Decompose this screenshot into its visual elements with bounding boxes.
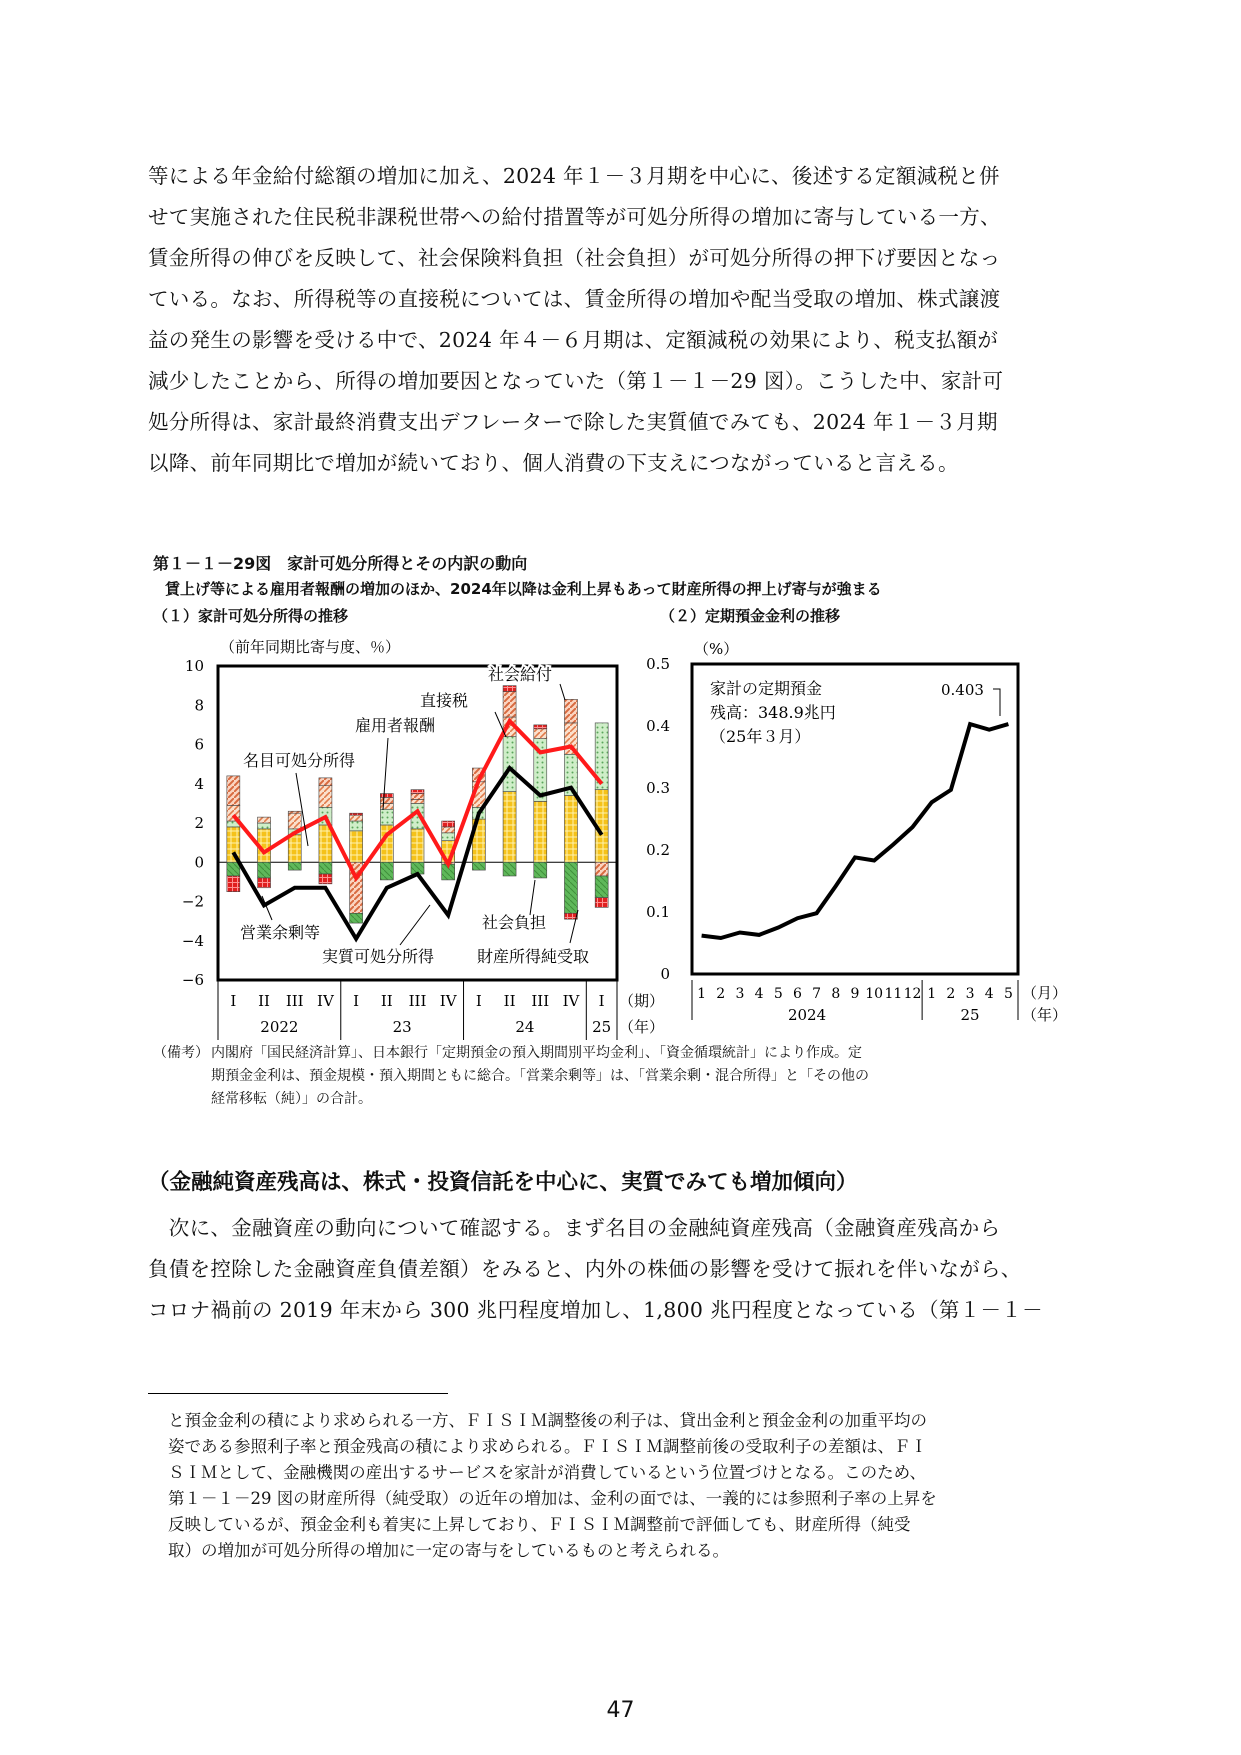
footnote-divider xyxy=(148,1393,448,1394)
figure-title: 第１－１－29図 家計可処分所得とその内訳の動向 xyxy=(153,554,528,573)
panel1-title: （１）家計可処分所得の推移 xyxy=(153,607,349,625)
y-tick-label: 6 xyxy=(194,735,204,754)
annotation-label: 名目可処分所得 xyxy=(243,751,356,770)
annotation-pointer xyxy=(560,684,565,700)
year-label: 2024 xyxy=(787,1006,827,1024)
annotation-pointer xyxy=(400,905,430,945)
bar-segment xyxy=(442,827,455,833)
bar-segment xyxy=(534,801,547,862)
bar-segment xyxy=(258,817,271,823)
x-tick-label: 9 xyxy=(850,986,860,1002)
x-tick-label: 12 xyxy=(903,986,922,1002)
y-tick-label: 10 xyxy=(184,657,204,675)
bar-segment xyxy=(380,862,393,880)
bar-segment xyxy=(288,811,301,813)
bar-segment xyxy=(534,725,547,729)
annotation-label: 社会給付 xyxy=(488,665,553,684)
y-tick-label: 0 xyxy=(660,965,670,983)
series-line xyxy=(702,724,1009,938)
section-heading: （金融純資産残高は、株式・投資信託を中心に、実質でみても増加傾向） xyxy=(148,1170,858,1195)
bar-segment xyxy=(380,797,393,803)
year-label: 23 xyxy=(392,1018,412,1036)
annotation-text: （25年３月） xyxy=(710,727,811,746)
bar-segment xyxy=(380,809,393,825)
bar-segment xyxy=(595,898,608,908)
data-label: 0.403 xyxy=(941,681,984,699)
x-tick-label: I xyxy=(230,992,237,1010)
year-label: 25 xyxy=(592,1018,612,1036)
y-tick-label: −4 xyxy=(181,931,204,950)
bar-segment xyxy=(288,862,301,870)
bar-segment xyxy=(319,874,332,884)
footnote-line: と預金金利の積により求められる一方、ＦＩＳＩＭ調整後の利子は、貸出金利と預金金利の加重平均の xyxy=(168,1411,927,1430)
bar-segment xyxy=(595,862,608,876)
note-line: 経常移転（純）」の合計。 xyxy=(211,1091,372,1107)
footnote-line: ＳＩＭとして、金融機関の産出するサービスを家計が消費しているという位置づけとなる。このため、 xyxy=(168,1463,927,1482)
y-tick-label: 0.4 xyxy=(646,717,670,735)
x-tick-label: 11 xyxy=(884,986,903,1002)
bar-segment xyxy=(288,813,301,829)
bar-segment xyxy=(503,737,516,792)
y-unit-label: （%） xyxy=(694,640,739,658)
text-line: コロナ禍前の 2019 年末から 300 兆円程度増加し、1,800 兆円程度となっている（第１－１－ xyxy=(148,1298,1043,1322)
y-tick-label: −2 xyxy=(181,892,204,911)
bar-segment xyxy=(503,692,516,718)
x-tick-label: IV xyxy=(439,992,457,1010)
bar-segment xyxy=(564,699,577,723)
x-tick-label: IV xyxy=(562,992,580,1010)
footnote-line: 第１－１－29 図の財産所得（純受取）の近年の増加は、金利の面では、一義的には参照利子率の上昇を xyxy=(168,1489,937,1508)
x-unit-label: （年） xyxy=(1022,1006,1068,1024)
bar-segment xyxy=(564,796,577,863)
bar-segment xyxy=(227,776,240,805)
bar-segment xyxy=(380,803,393,809)
bar-segment xyxy=(227,876,240,892)
annotation-label: 実質可処分所得 xyxy=(322,947,435,966)
x-tick-label: I xyxy=(475,992,482,1010)
bar-segment xyxy=(503,686,516,692)
bar-segment xyxy=(258,823,271,829)
footnote xyxy=(168,1408,1098,1564)
text-line: 処分所得は、家計最終消費支出デフレーターで除した実質値でみても、2024 年１－３月期 xyxy=(148,410,998,434)
x-tick-label: III xyxy=(408,992,427,1010)
bar-segment xyxy=(503,862,516,876)
bar-segment xyxy=(595,876,608,898)
year-label: 25 xyxy=(960,1006,980,1024)
x-tick-label: III xyxy=(531,992,550,1010)
body-paragraph xyxy=(148,1208,1103,1331)
annotation-text: 家計の定期預金 xyxy=(710,679,823,698)
x-tick-label: 10 xyxy=(865,986,884,1002)
x-unit-label: （期） xyxy=(619,992,665,1010)
bar-segment xyxy=(350,813,363,815)
text-line: せて実施された住民税非課税世帯への給付措置等が可処分所得の増加に寄与している一方、 xyxy=(148,205,1001,229)
y-tick-label: 0.5 xyxy=(646,655,670,673)
y-tick-label: 0 xyxy=(194,853,204,872)
x-tick-label: 5 xyxy=(773,986,783,1002)
x-tick-label: 3 xyxy=(965,986,975,1002)
bar-segment xyxy=(534,862,547,878)
annotation-text: 残高：348.9兆円 xyxy=(710,703,836,722)
bar-segment xyxy=(503,792,516,863)
text-line: ている。なお、所得税等の直接税については、賃金所得の増加や配当受取の増加、株式譲渡 xyxy=(148,287,1001,311)
x-tick-label: 5 xyxy=(1003,986,1013,1002)
bar-segment xyxy=(411,829,424,862)
x-tick-label: 4 xyxy=(984,986,994,1002)
bar-segment xyxy=(564,862,577,913)
x-tick-label: II xyxy=(503,992,516,1010)
year-label: 2022 xyxy=(260,1018,299,1036)
x-tick-label: I xyxy=(598,992,605,1010)
y-tick-label: 0.3 xyxy=(646,779,670,797)
y-tick-label: 4 xyxy=(194,774,204,793)
bar-segment xyxy=(350,831,363,862)
text-line: 減少したことから、所得の増加要因となっていた（第１－１－29 図）。こうした中、家計可 xyxy=(148,369,1004,393)
y-tick-label: 8 xyxy=(194,696,204,715)
year-label: 24 xyxy=(515,1018,535,1036)
x-tick-label: 7 xyxy=(812,986,822,1002)
x-unit-label: （月） xyxy=(1022,984,1068,1002)
annotation-label: 財産所得純受取 xyxy=(477,947,590,966)
footnote-line: 反映しているが、預金金利も着実に上昇しており、ＦＩＳＩＭ調整前で評価しても、財産所得（純受 xyxy=(168,1515,911,1534)
x-tick-label: I xyxy=(353,992,360,1010)
footnote-line: 姿である参照利子率と預金残高の積により求められる。ＦＩＳＩＭ調整前後の受取利子の差額は、ＦＩ xyxy=(168,1437,927,1456)
bar-segment xyxy=(350,913,363,923)
x-tick-label: 6 xyxy=(793,986,802,1002)
x-tick-label: 2 xyxy=(716,986,726,1002)
bar-segment xyxy=(319,778,332,786)
figure-note xyxy=(153,1042,1053,1111)
text-line: 次に、金融資産の動向について確認する。まず名目の金融純資産残高（金融資産残高から xyxy=(148,1216,1001,1240)
bar-segment xyxy=(258,878,271,888)
page-number: 47 xyxy=(606,1698,635,1723)
annotation-label: 雇用者報酬 xyxy=(355,716,436,735)
bar-segment xyxy=(350,821,363,831)
bar-segment xyxy=(319,786,332,808)
text-line: 以降、前年同期比で増加が続いており、個人消費の下支えにつながっていると言える。 xyxy=(148,451,959,475)
note-label: （備考） xyxy=(153,1045,209,1061)
x-tick-label: II xyxy=(258,992,270,1010)
annotation-label: 直接税 xyxy=(420,691,469,710)
bar-segment xyxy=(288,835,301,862)
text-line: 負債を控除した金融資産負債差額）をみると、内外の株価の影響を受けて振れを伴いながら、 xyxy=(148,1257,1022,1281)
annotation-pointer xyxy=(530,880,535,915)
bar-segment xyxy=(411,799,424,803)
x-tick-label: 8 xyxy=(831,986,841,1002)
bar-segment xyxy=(472,862,485,870)
bar-segment xyxy=(380,794,393,798)
y-tick-label: 0.2 xyxy=(646,841,670,859)
footnote-line: 取）の増加が可処分所得の増加に一定の寄与をしているものと考えられる。 xyxy=(168,1541,729,1560)
text-line: 益の発生の影響を受ける中で、2024 年４－６月期は、定額減税の効果により、税支払額が xyxy=(148,328,999,352)
bar-segment xyxy=(442,833,455,841)
x-tick-label: 1 xyxy=(927,986,937,1002)
bar-segment xyxy=(442,821,455,827)
x-tick-label: III xyxy=(285,992,304,1010)
label-leader xyxy=(993,689,1000,716)
y-tick-label: 2 xyxy=(194,814,204,832)
y-tick-label: 0.1 xyxy=(646,903,670,921)
x-tick-label: 3 xyxy=(735,986,745,1002)
note-line: 期預金金利は、預金規模・預入期間ともに総合。「営業余剰等」は、「営業余剰・混合所得」と「その他の xyxy=(211,1068,869,1084)
bar-segment xyxy=(411,794,424,800)
text-line: 等による年金給付総額の増加に加え、2024 年１－３月期を中心に、後述する定額減税と併 xyxy=(148,164,1000,188)
x-tick-label: IV xyxy=(317,992,334,1010)
note-line: 内閣府「国民経済計算」、日本銀行「定期預金の預入期間別平均金利」、「資金循環統計」により作成。定 xyxy=(211,1045,862,1061)
x-tick-label: II xyxy=(380,992,393,1010)
x-tick-label: 4 xyxy=(754,986,764,1002)
figure-subtitle: 賃上げ等による雇用者報酬の増加のほか、2024年以降は金利上昇もあって財産所得の押上げ寄与が強まる xyxy=(165,580,882,598)
x-tick-label: 1 xyxy=(697,986,707,1002)
annotation-label: 社会負担 xyxy=(482,913,547,932)
bar-segment xyxy=(411,790,424,794)
panel2-title: （２）定期預金金利の推移 xyxy=(660,607,841,625)
x-unit-label: （年） xyxy=(619,1018,665,1036)
text-line: 賃金所得の伸びを反映して、社会保険料負担（社会負担）が可処分所得の押下げ要因となっ xyxy=(148,246,1001,270)
y-unit-label: （前年同期比寄与度、％） xyxy=(220,638,401,656)
x-tick-label: 2 xyxy=(946,986,956,1002)
bar-segment xyxy=(350,815,363,821)
annotation-label: 営業余剰等 xyxy=(240,923,321,942)
y-tick-label: −6 xyxy=(181,971,204,989)
bar-segment xyxy=(258,862,271,878)
bar-segment xyxy=(319,862,332,874)
bar-segment xyxy=(534,729,547,739)
